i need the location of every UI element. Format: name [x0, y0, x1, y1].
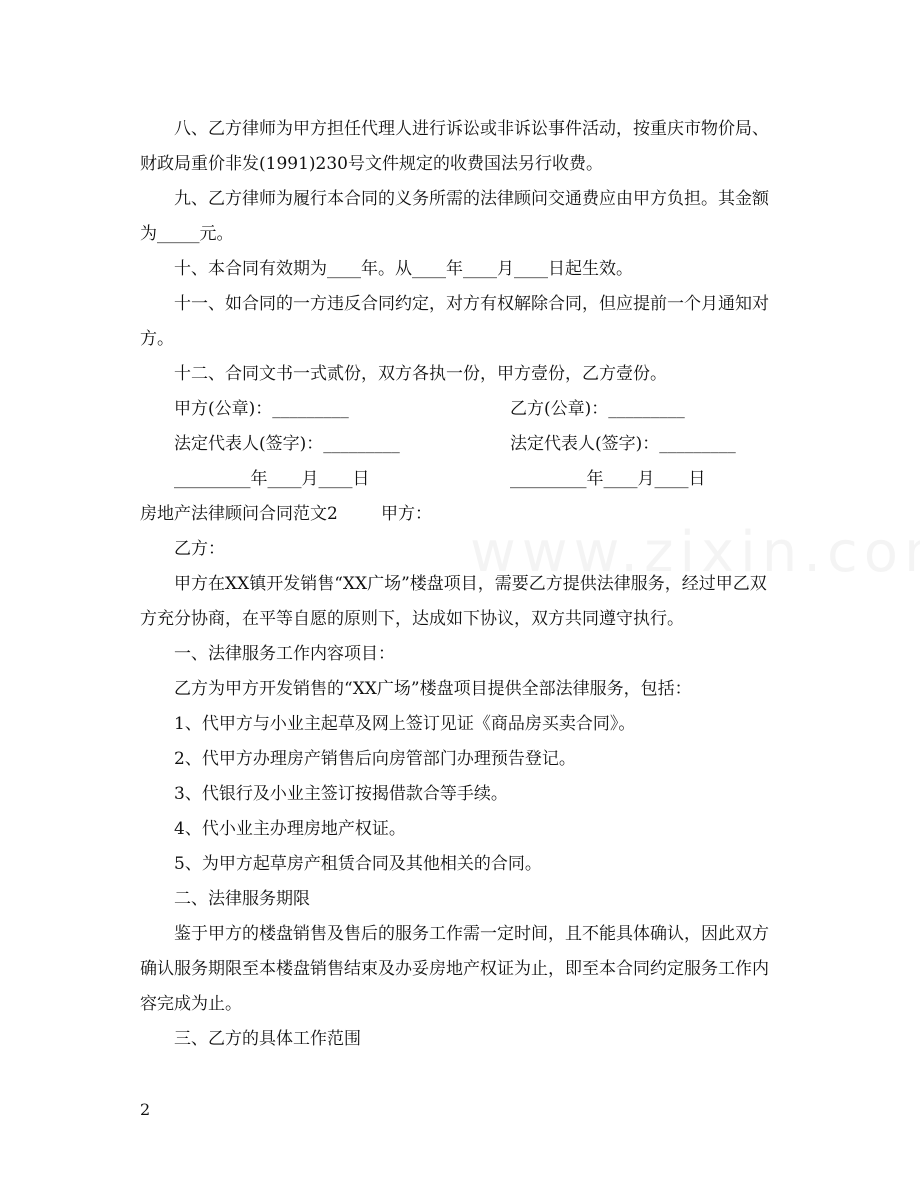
- section-1-title: 一、法律服务工作内容项目：: [174, 644, 395, 664]
- service-item: 5、为甲方起草房产租赁合同及其他相关的合同。: [174, 854, 542, 874]
- clause-12: 十二、合同文书一式贰份，双方各执一份，甲方壹份，乙方壹份。: [174, 364, 667, 384]
- clause-10: 十、本合同有效期为____年。从____年____月____日起生效。: [174, 259, 633, 279]
- service-item: 1、代甲方与小业主起草及网上签订见证《商品房买卖合同》。: [174, 714, 636, 734]
- clause-9: 九、乙方律师为履行本合同的义务所需的法律顾问交通费应由甲方负担。其金额为_____元。: [140, 189, 769, 244]
- party-a-date: _________年____月____日: [174, 469, 370, 489]
- service-item: 4、代小业主办理房地产权证。: [174, 819, 406, 839]
- section-3-title: 三、乙方的具体工作范围: [174, 1029, 361, 1049]
- party-a-seal: 甲方(公章)：_________: [174, 399, 349, 419]
- clause-11: 十一、如合同的一方违反合同约定，对方有权解除合同，但应提前一个月通知对方。: [140, 294, 769, 349]
- contract-2-heading: 房地产法律顾问合同范文2 甲方：: [140, 504, 433, 524]
- page-number: 2: [140, 1100, 151, 1119]
- party-b-date: _________年____月____日: [510, 469, 706, 489]
- contract-intro: 甲方在XX镇开发销售“XX广场”楼盘项目，需要乙方提供法律服务，经过甲乙双方充分协商，在平等自愿的原则下，达成如下协议，双方共同遵守执行。: [140, 574, 767, 629]
- section-2-title: 二、法律服务期限: [174, 889, 310, 909]
- party-a-representative: 法定代表人(签字)：_________: [174, 434, 400, 454]
- party-b-representative: 法定代表人(签字)：_________: [510, 434, 736, 454]
- party-b-seal: 乙方(公章)：_________: [510, 399, 685, 419]
- section-2-body: 鉴于甲方的楼盘销售及售后的服务工作需一定时间，且不能具体确认，因此双方确认服务期限至本楼盘销售结束及办妥房地产权证为止，即至本合同约定服务工作内容完成为止。: [140, 924, 769, 1014]
- service-item: 3、代银行及小业主签订按揭借款合等手续。: [174, 784, 508, 804]
- clause-8: 八、乙方律师为甲方担任代理人进行诉讼或非诉讼事件活动，按重庆市物价局、财政局重价非发(1991)230号文件规定的收费国法另行收费。: [140, 119, 769, 174]
- section-1-lead: 乙方为甲方开发销售的“XX广场”楼盘项目提供全部法律服务，包括：: [174, 679, 692, 699]
- service-item: 2、代甲方办理房产销售后向房管部门办理预告登记。: [174, 749, 576, 769]
- party-b-label: 乙方：: [174, 539, 225, 559]
